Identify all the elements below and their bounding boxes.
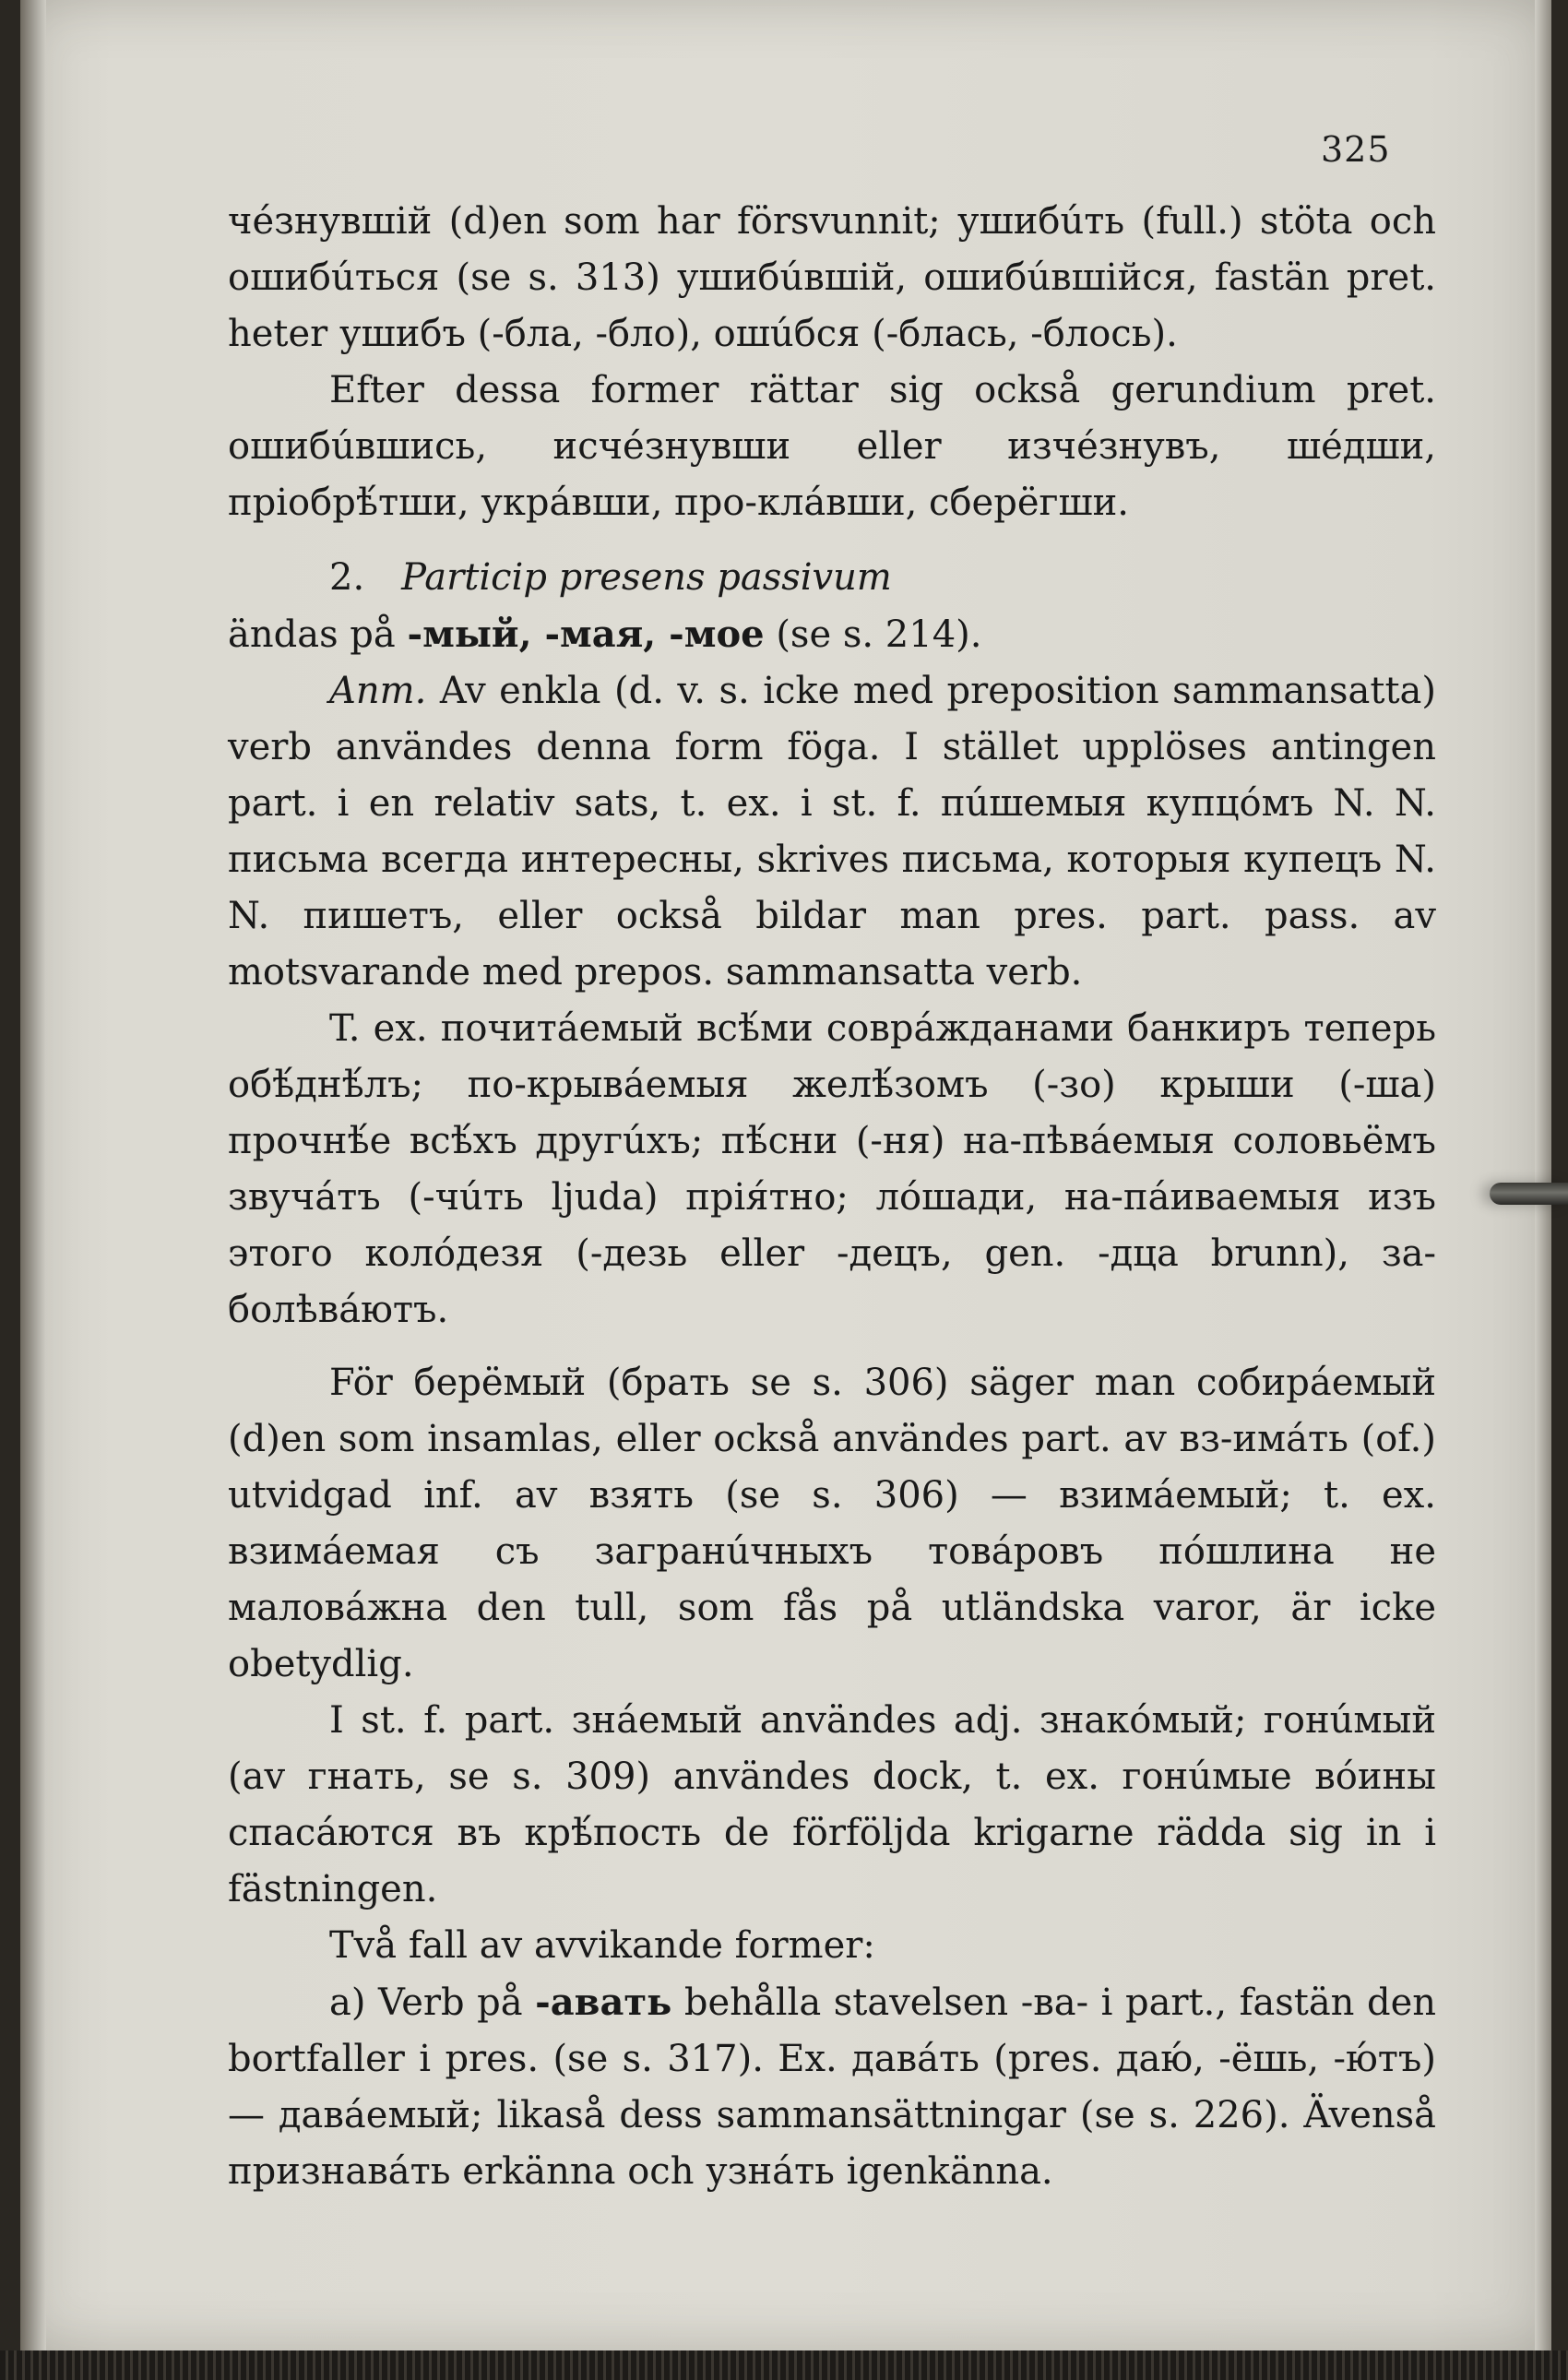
paragraph-8 [228,1974,1436,2200]
section-title: Particip presens passivum [401,556,892,599]
scanner-bottom-edge [0,2350,1568,2380]
annotation-text: Av enkla (d. v. s. icke med preposition sammansatta) verb användes denna form föga. I stället upplöses antingen part. i en relativ sats, t. ex. i st. f. пúшемыя купцóмъ N. N. письма всегда интересны, skrives письма, которыя купецъ N. N. пишетъ, eller också bildar man pres. part. pass. av motsvarande med prepos. sammansatta verb. [228,670,1436,994]
paragraph-3 [228,606,1436,663]
annotation-label: Anm. [329,670,427,712]
paragraph-6: I st. f. part. знáемый användes adj. знакóмый; гонúмый (av гнать, se s. 309) användes dock, t. ex. гонúмые вóины спасáются въ крѣ́пость de förföljda krigarne rädda sig in i fästningen. [228,1699,1436,1910]
paragraph-8-tail: behålla stavelsen -ва- i part., fastän den bortfaller i pres. (se s. 317). Ex. давáть (pres. даю́, -ёшь, -ю́тъ) — давáемый; likaså dess sammansättningar (se s. 226). Ävenså признавáть erkänna och узнáть igenkänna. [228,1981,1437,2193]
paragraph-1: чéзнувшiй (d)en som har försvunnit; ушибúть (full.) stöta och ошибúться (se s. 313) ушибúвшiй, ошибúвшiйся, fastän pret. heter ушибъ (-бла, -бло), ошúбся (-блась, -блось). [228,200,1436,355]
paragraph-8-lead: a) Verb på [329,1981,523,2024]
page-edge [1535,0,1551,2350]
body-text [228,194,1436,2200]
page-paper [20,0,1551,2350]
paragraph-3-lead: ändas på [228,613,396,656]
paragraph-7: Två fall av avvikande former: [329,1924,875,1967]
paragraph-4: T. ex. почитáемый всѣ́ми соврáжданами банкиръ теперь обѣ́днѣ́лъ; по-крывáемыя желѣ́зомъ (-зо) крыши (-ша) прочнѣ́е всѣ́хъ другúхъ; пѣ́сни (-ня) на-пѣвáемыя соловьёмъ звучáтъ (-чúть ljuda) прiя́тно; лóшади, на-пáиваемыя изъ этого колóдезя (-дезь eller -децъ, gen. -дца brunn), за-болѣвáютъ. [228,1007,1436,1331]
paragraph-3-tail: (se s. 214). [776,613,982,656]
annotation-paragraph [228,663,1436,1001]
section-heading [228,550,1436,606]
paragraph-2: Efter dessa former rättar sig också gerundium pret. ошибúвшись, исчéзнувши eller изчéзнувъ, шéдши, прiобрѣ́тши, укрáвши, про-клáвши, сберёгши. [228,369,1436,524]
paragraph-8-ending: -авать [535,1981,672,2024]
page-number: 325 [1321,129,1391,170]
paragraph-5: För берёмый (брать se s. 306) säger man собирáемый (d)en som insamlas, eller också användes part. av вз-имáть (of.) utvidgad inf. av взять (se s. 306) — взимáемый; t. ex. взимáемая съ загранúчныхъ товáровъ пóшлина не маловáжна den tull, som fås på utländska varor, är icke obetydlig. [228,1362,1436,1685]
paragraph-3-endings: -мый, -мая, -мое [407,613,765,656]
section-number: 2. [329,556,365,599]
page-clip-shadow [1490,1183,1568,1205]
book-spine-shadow [20,0,46,2350]
